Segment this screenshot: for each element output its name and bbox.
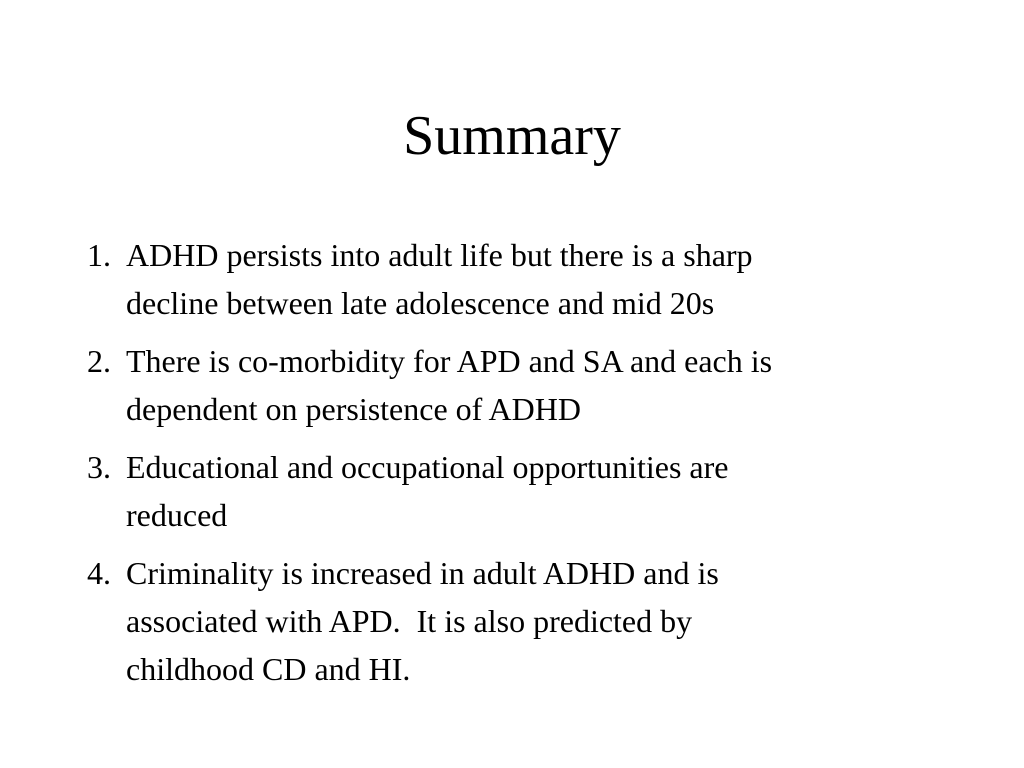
list-item (87, 337, 987, 433)
item-number: 3. (87, 449, 111, 485)
slide-title: Summary (403, 105, 621, 167)
list-item (87, 443, 987, 539)
item-line: associated with APD. It is also predicted by (126, 603, 693, 639)
item-text (126, 231, 753, 327)
item-line: dependent on persistence of ADHD (126, 391, 581, 427)
item-line: decline between late adolescence and mid 20s (126, 285, 715, 321)
item-line: childhood CD and HI. (126, 651, 411, 687)
item-text (126, 337, 772, 433)
list-item (87, 231, 987, 327)
item-text (126, 549, 719, 693)
list-item (87, 549, 987, 693)
item-line: ADHD persists into adult life but there is a sharp (126, 237, 753, 273)
item-line: Educational and occupational opportunities are (126, 449, 729, 485)
item-number: 1. (87, 237, 111, 273)
item-line: There is co-morbidity for APD and SA and each is (126, 343, 773, 379)
item-number: 4. (87, 555, 111, 591)
item-text (126, 443, 728, 539)
item-line: Criminality is increased in adult ADHD and is (126, 555, 719, 591)
item-number: 2. (87, 343, 111, 379)
item-line: reduced (126, 497, 228, 533)
summary-list (87, 231, 987, 703)
